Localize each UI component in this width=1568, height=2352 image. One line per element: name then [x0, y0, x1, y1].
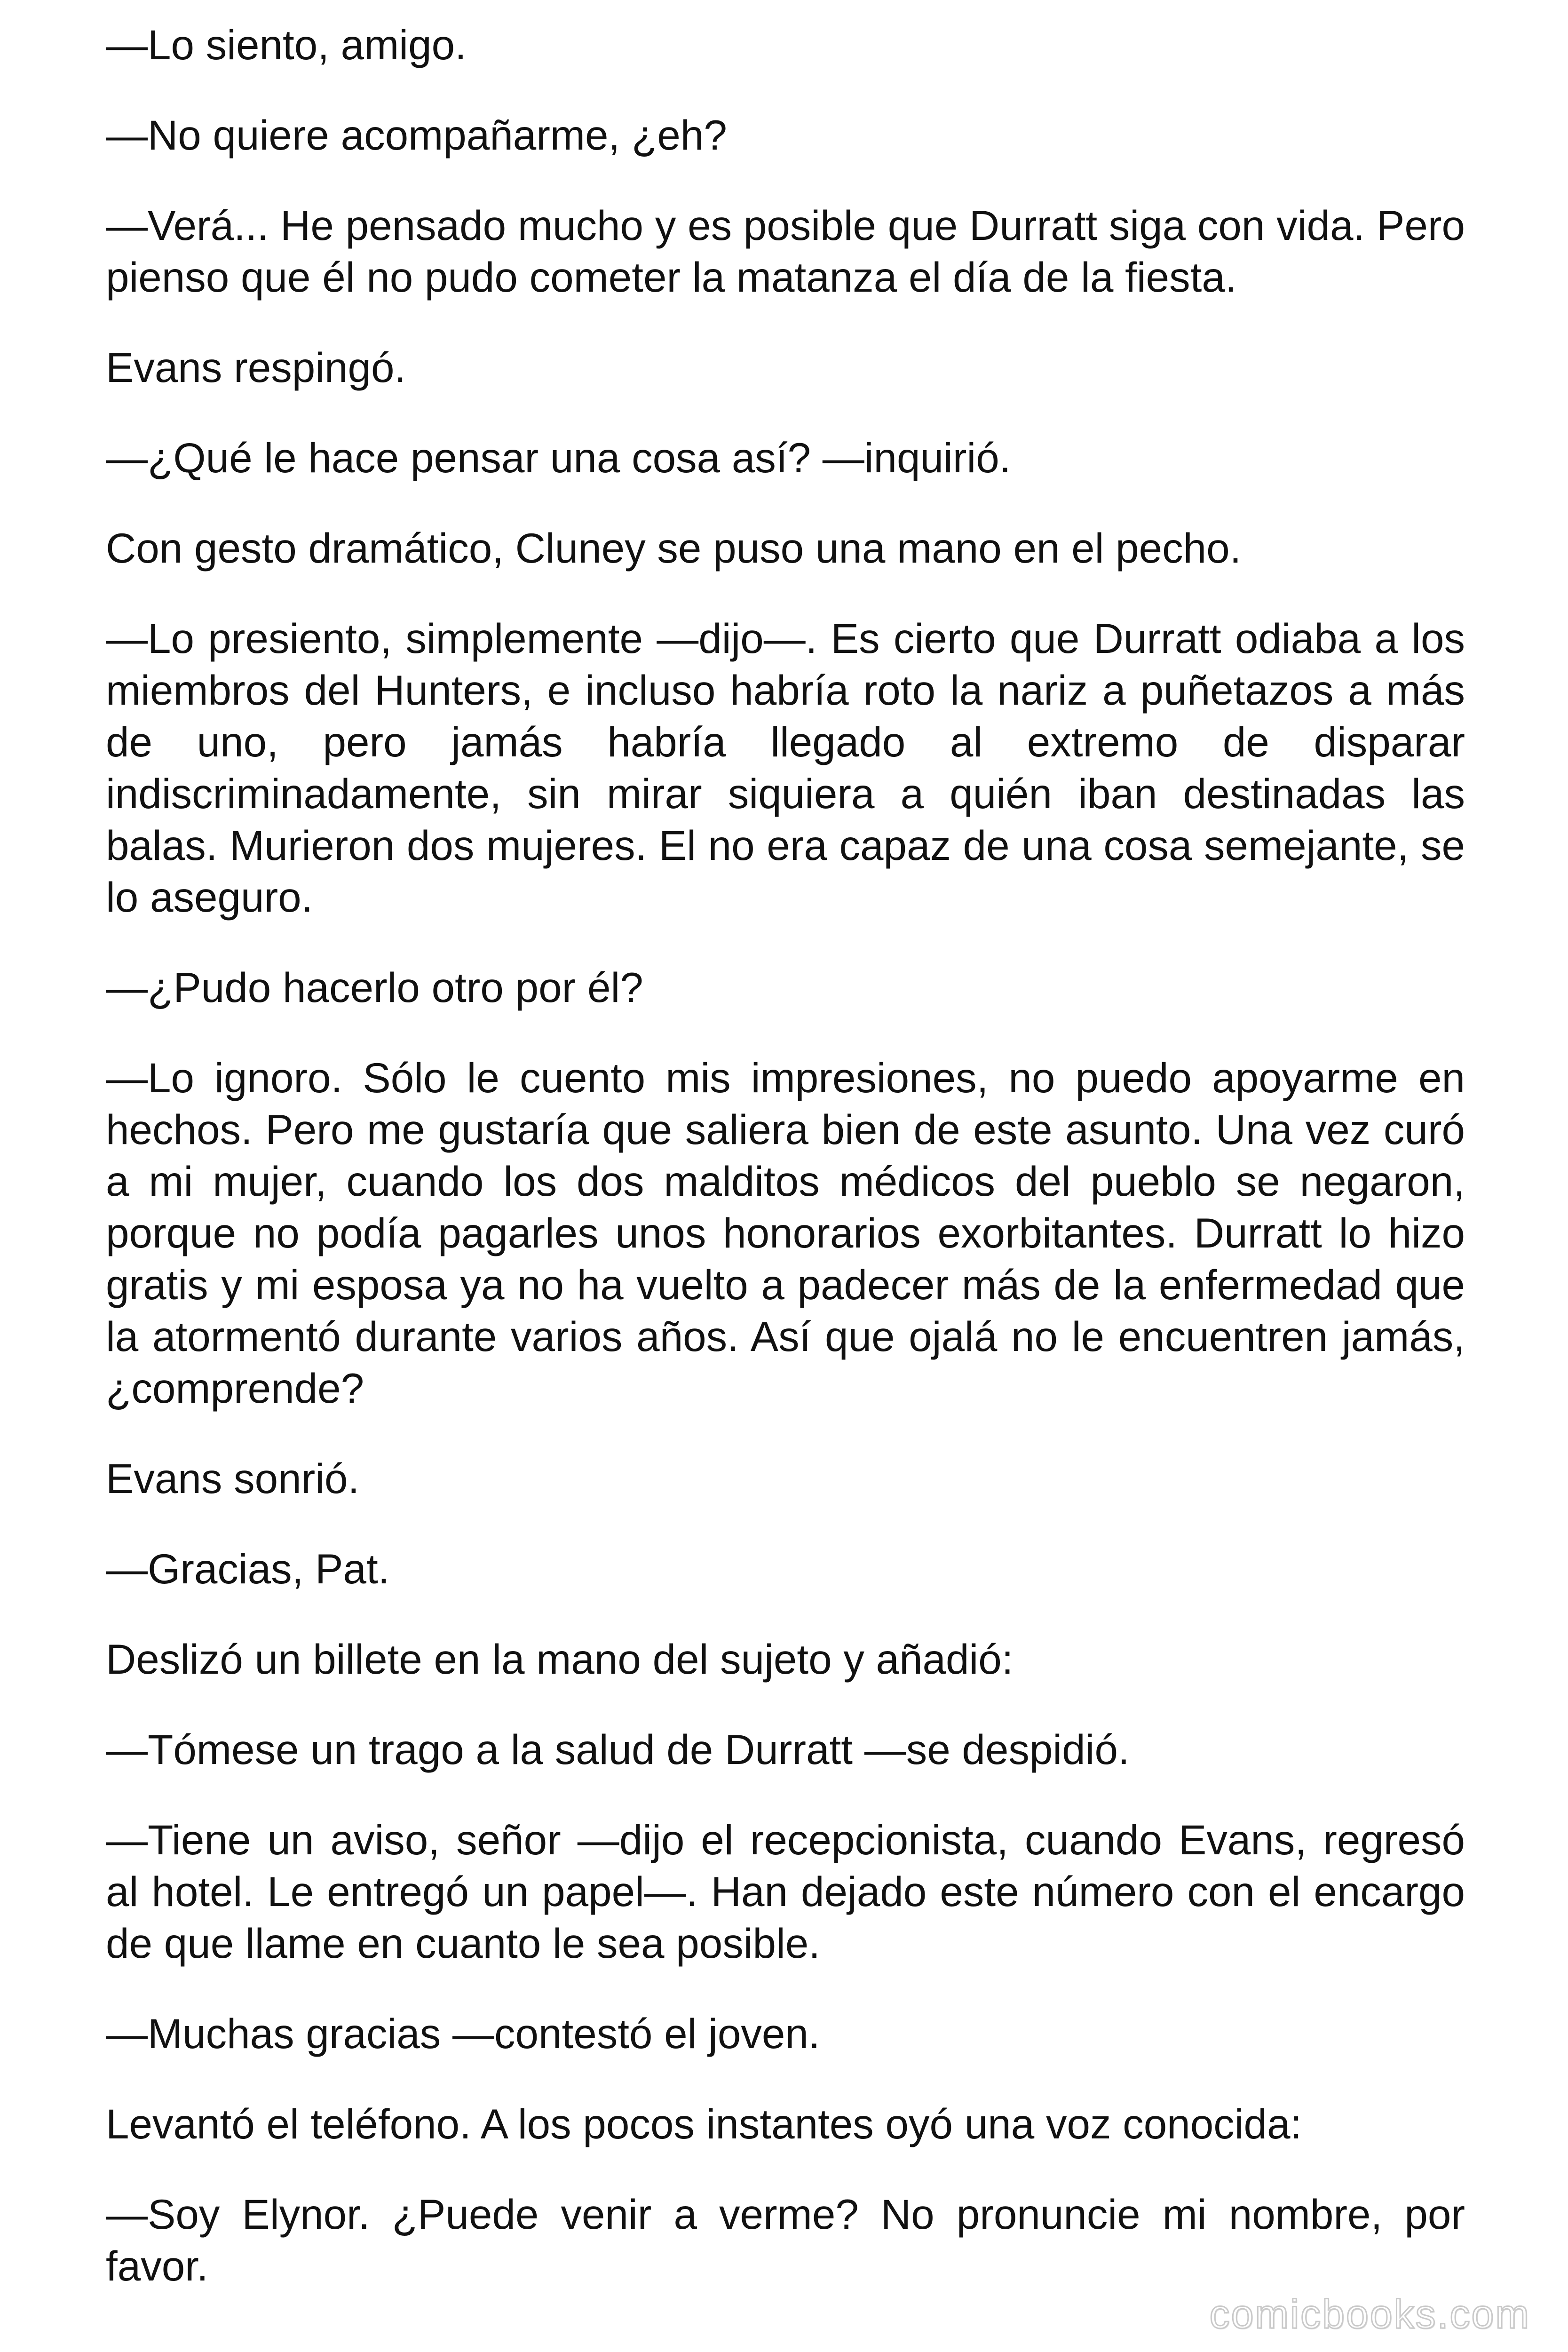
- paragraph: —Muchas gracias —contestó el joven.: [106, 2010, 820, 2057]
- paragraph: Levantó el teléfono. A los pocos instantes oyó una voz conocida:: [106, 2100, 1302, 2147]
- paragraph: —Lo siento, amigo.: [106, 21, 467, 68]
- paragraph: —¿Qué le hace pensar una cosa así? —inquirió.: [106, 434, 1011, 481]
- paragraph: Evans sonrió.: [106, 1455, 360, 1502]
- paragraph: —Verá... He pensado mucho y es posible que Durratt siga con vida. Pero pienso que él no pudo cometer la matanza el día de la fiesta.: [106, 202, 1465, 301]
- paragraph: —Soy Elynor. ¿Puede venir a verme? No pronuncie mi nombre, por favor.: [106, 2191, 1465, 2289]
- paragraph: —Gracias, Pat.: [106, 1545, 390, 1592]
- paragraph: —Tiene un aviso, señor —dijo el recepcionista, cuando Evans, regresó al hotel. Le entregó un papel—. Han dejado este número con el encargo de que llame en cuanto le sea posible.: [106, 1816, 1465, 1967]
- paragraph: Evans respingó.: [106, 344, 406, 391]
- body-text: [106, 19, 1465, 2330]
- paragraph: —Lo ignoro. Sólo le cuento mis impresiones, no puedo apoyarme en hechos. Pero me gustaría que saliera bien de este asunto. Una vez curó a mi mujer, cuando los dos malditos médicos del pueblo se negaron, porque no podía pagarles unos honorarios exorbitantes. Durratt lo hizo gratis y mi esposa ya no ha vuelto a padecer más de la enfermedad que la atormentó durante varios años. Así que ojalá no le encuentren jamás, ¿comprende?: [106, 1054, 1465, 1412]
- paragraph: —No quiere acompañarme, ¿eh?: [106, 111, 727, 159]
- paragraph: —¿Pudo hacerlo otro por él?: [106, 964, 643, 1011]
- paragraph: —Tómese un trago a la salud de Durratt —se despidió.: [106, 1726, 1130, 1773]
- paragraph: Deslizó un billete en la mano del sujeto y añadió:: [106, 1636, 1014, 1683]
- paragraph: Con gesto dramático, Cluney se puso una mano en el pecho.: [106, 524, 1242, 572]
- paragraph: —Lo presiento, simplemente —dijo—. Es cierto que Durratt odiaba a los miembros del Hunters, e incluso habría roto la nariz a puñetazos a más de uno, pero jamás habría llegado al extremo de disparar indiscriminadamente, sin mirar siquiera a quién iban destinadas las balas. Murieron dos mujeres. El no era capaz de una cosa semejante, se lo aseguro.: [106, 615, 1465, 921]
- watermark: comicbooks.com: [1209, 2292, 1530, 2337]
